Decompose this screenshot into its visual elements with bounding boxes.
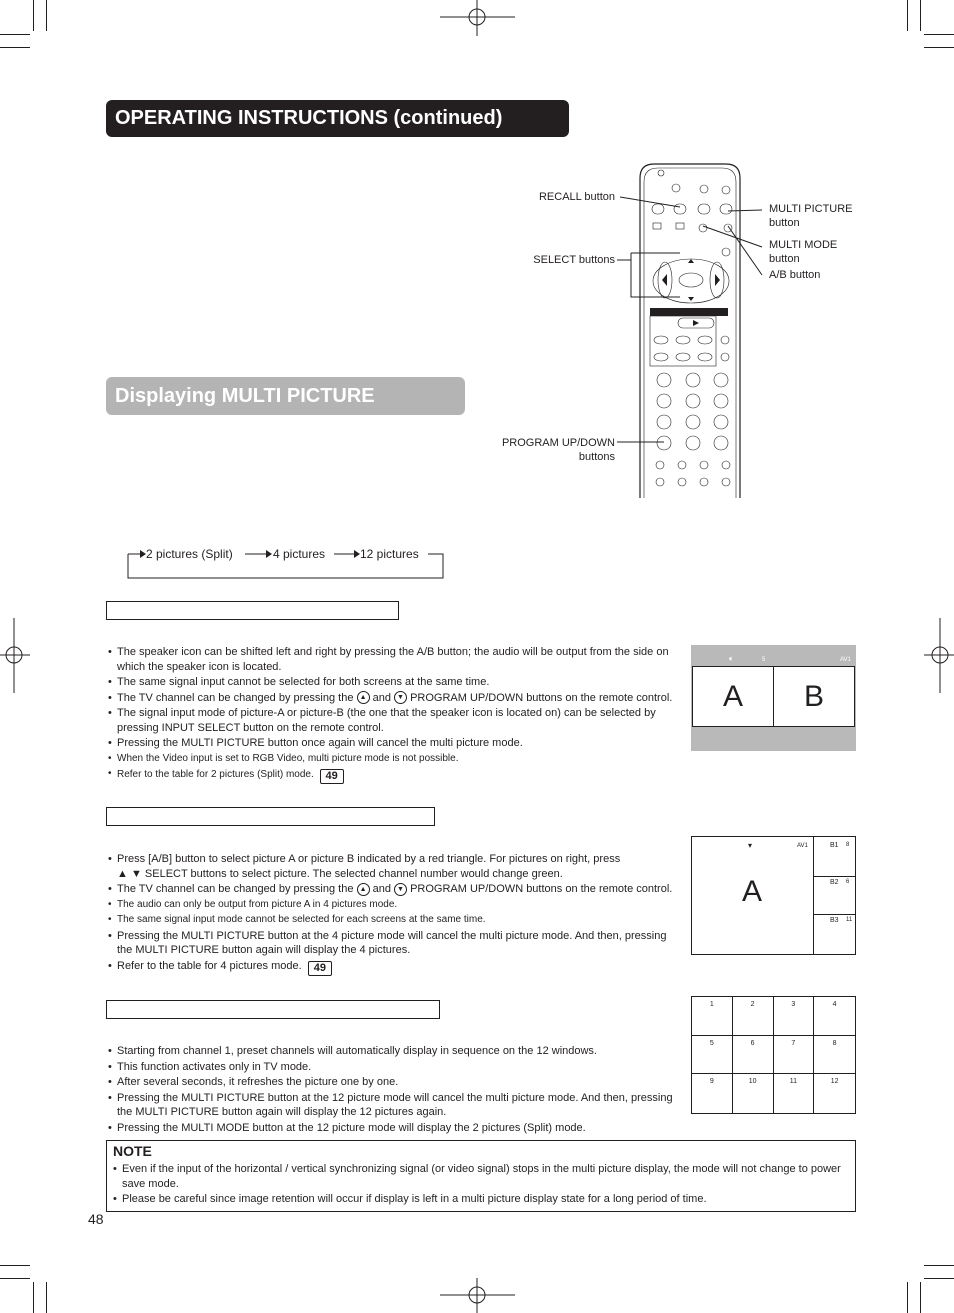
- list-item: • Pressing the MULTI MODE button at the 12 picture mode will display the 2 pictures (Split) mode.: [108, 1121, 680, 1136]
- red-triangle-icon: ▾: [748, 841, 753, 850]
- section-title: Displaying MULTI PICTURE: [115, 385, 375, 407]
- grid-cell: 12: [830, 1078, 839, 1086]
- split-input-label: AV1: [840, 657, 851, 663]
- flow-step-2-pictures: 2 pictures (Split): [146, 547, 233, 561]
- twelve-mode-bullets: [108, 1044, 680, 1136]
- note-list: [113, 1162, 849, 1207]
- four-mode-bullets: [108, 852, 680, 975]
- registration-mark-left: [0, 618, 30, 693]
- registration-mark-right: [924, 618, 954, 693]
- grid-cell: 1: [692, 997, 733, 1036]
- list-item: • Pressing the MULTI PICTURE button at the 12 picture mode will cancel the multi picture mode. And then, pressing the MULTI PICTURE button again will display the 12 pictures again.: [108, 1091, 680, 1120]
- list-item: • Pressing the MULTI PICTURE button once again will cancel the multi picture mode.: [108, 736, 680, 751]
- note-title: NOTE: [113, 1143, 152, 1159]
- split-channel-number: 5: [762, 657, 766, 663]
- list-item: • Even if the input of the horizontal / vertical synchronizing signal (or video signal) stops in the multi picture display, the mode will not change to power save mode.: [113, 1162, 849, 1191]
- multi-picture-button-label: MULTI PICTURE button: [769, 203, 853, 229]
- list-item: • The speaker icon can be shifted left and right by pressing the A/B button; the audio will be output from the side on which the speaker icon is located.: [108, 645, 680, 674]
- page-header-title: OPERATING INSTRUCTIONS (continued): [115, 107, 503, 129]
- split-mode-bullets: [108, 645, 680, 784]
- four-input-label: AV1: [797, 843, 808, 849]
- grid-cell: 3: [774, 997, 815, 1036]
- picture-b: B: [774, 666, 855, 727]
- list-item: • The TV channel can be changed by pressing the ▲ and ▼ PROGRAM UP/DOWN buttons on the remote control.: [108, 691, 680, 706]
- flow-step-12-pictures: 12 pictures: [360, 547, 419, 561]
- list-item: • The TV channel can be changed by pressing the ▲ and ▼ PROGRAM UP/DOWN buttons on the remote control.: [108, 882, 680, 897]
- list-item: • Refer to the table for 4 pictures mode. 49: [108, 959, 680, 974]
- list-item: • Starting from channel 1, preset channels will automatically display in sequence on the 12 windows.: [108, 1044, 680, 1059]
- note-box: [106, 1140, 856, 1212]
- program-down-icon: ▼: [394, 883, 407, 896]
- list-item: • Please be careful since image retention will occur if display is left in a multi picture display state for a long period of time.: [113, 1192, 849, 1207]
- list-item: • After several seconds, it refreshes the picture one by one.: [108, 1075, 680, 1090]
- list-item: • The audio can only be output from picture A in 4 pictures mode.: [108, 898, 680, 913]
- grid-cell: 2: [733, 997, 774, 1036]
- grid-cell: 9: [692, 1074, 733, 1113]
- select-buttons-label: SELECT buttons: [533, 254, 615, 266]
- four-mode-heading-box: [106, 807, 435, 826]
- select-arrows-icon: ▲ ▼: [117, 867, 142, 880]
- flow-step-4-pictures: 4 pictures: [273, 547, 326, 561]
- four-picture-diagram: [691, 836, 856, 955]
- list-item: • When the Video input is set to RGB Video, multi picture mode is not possible.: [108, 752, 680, 767]
- twelve-mode-heading-box: [106, 1000, 440, 1019]
- split-mode-heading-box: [106, 601, 399, 620]
- grid-cell: 10: [733, 1074, 774, 1113]
- section-banner: [106, 377, 465, 415]
- program-down-icon: ▼: [394, 691, 407, 704]
- sub-picture-b3: B3 11: [830, 917, 853, 924]
- grid-cell: 7: [774, 1036, 815, 1075]
- program-up-icon: ▲: [357, 883, 370, 896]
- list-item: • Pressing the MULTI PICTURE button at the 4 picture mode will cancel the multi picture mode. And then, pressing the MULTI PICTURE button again will display the 4 pictures.: [108, 929, 680, 958]
- page-reference-badge[interactable]: 49: [320, 769, 344, 784]
- ab-button-label: A/B button: [769, 269, 821, 281]
- list-item: • The signal input mode of picture-A or picture-B (the one that the speaker icon is located on) can be selected by pressing INPUT SELECT button on the remote control.: [108, 706, 680, 735]
- grid-cell: 11: [774, 1074, 815, 1113]
- list-item: • The same signal input cannot be selected for both screens at the same time.: [108, 675, 680, 690]
- recall-button-label: RECALL button: [538, 191, 615, 203]
- twelve-picture-grid: [691, 996, 856, 1114]
- picture-a: A: [692, 666, 774, 727]
- list-item: • The same signal input mode cannot be selected for each screens at the same time.: [108, 913, 680, 928]
- registration-mark-bottom: [440, 1278, 515, 1313]
- speaker-icon: 🔈︎: [729, 654, 734, 663]
- program-updown-label: PROGRAM UP/DOWN buttons: [501, 437, 615, 463]
- picture-a-main: A: [741, 875, 762, 908]
- list-item: • Press [A/B] button to select picture A or picture B indicated by a red triangle. For pictures on right, press ▲ ▼ SELECT buttons to select picture. The selected channel number would change green.: [108, 852, 680, 881]
- grid-cell: 5: [692, 1036, 733, 1075]
- sub-picture-b1: B1 8: [813, 837, 855, 877]
- program-up-icon: ▲: [357, 691, 370, 704]
- page-number: 48: [88, 1211, 104, 1227]
- list-item: • Refer to the table for 2 pictures (Split) mode. 49: [108, 767, 680, 783]
- grid-cell: 6: [733, 1036, 774, 1075]
- sub-picture-b2: B2 6: [813, 876, 855, 915]
- multi-mode-button-label: MULTI MODE button: [769, 239, 838, 265]
- page-reference-badge[interactable]: 49: [308, 961, 332, 976]
- list-item: • This function activates only in TV mode.: [108, 1060, 680, 1075]
- split-screen-diagram: [691, 645, 856, 751]
- grid-cell: 8: [814, 1036, 855, 1075]
- grid-cell: 4: [814, 997, 855, 1036]
